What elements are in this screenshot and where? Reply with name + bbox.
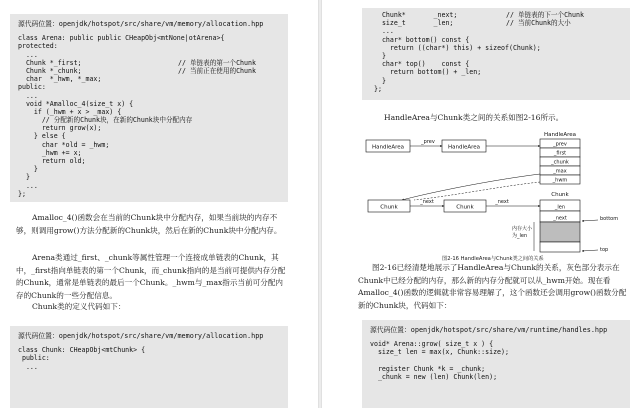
- right-page: [322, 0, 640, 408]
- code-text: Chunk *_first;: [18, 58, 82, 67]
- field-label: _max: [553, 168, 567, 175]
- handlearea-box-1-label: HandleArea: [371, 144, 405, 151]
- top-label: top: [600, 247, 609, 253]
- code-text: Chunk *_chunk;: [18, 66, 82, 75]
- code-text: ...: [18, 91, 38, 100]
- chunk-free-memory: [540, 242, 580, 252]
- code-text: char *_hwm, *_max;: [18, 75, 102, 84]
- code-line: [18, 67, 288, 75]
- code-line: [374, 44, 630, 52]
- code-text: class Arena: public public CHeapObj<mtNone|otArena>{: [18, 34, 225, 43]
- code-comment: // 单链表的下一个Chunk: [506, 11, 584, 19]
- field-label: _len: [554, 204, 566, 211]
- prev-label: _prev: [421, 139, 435, 145]
- code-text: protected:: [18, 42, 58, 51]
- code-lines: [374, 11, 630, 93]
- code-line: [18, 92, 288, 100]
- fields-title: HandleArea: [543, 132, 577, 138]
- field-label: _chunk: [551, 159, 569, 166]
- code-line: [18, 173, 288, 181]
- code-text: return bottom() + _len;: [374, 68, 482, 77]
- handlearea-box-2-label: HandleArea: [447, 144, 481, 151]
- code-text: };: [18, 189, 26, 198]
- paragraph-explanation: 图2-16已经清楚地展示了HandleArea与Chunk的关系，灰色部分表示在Chunk中已经分配的内存，那么新的内存分配就可以从_hwm开始。现在看Amalloc_4()函数的逻辑就非常容易理解了，这个函数还会调用grow()函数分配新的Chunk块，代码如下：: [358, 263, 627, 310]
- field-label: _first: [553, 150, 567, 157]
- code-line: [374, 77, 630, 85]
- code-text: }: [374, 76, 386, 85]
- code-line: [374, 19, 630, 27]
- code-line: [18, 132, 288, 140]
- code-line: [18, 34, 288, 42]
- code-line: [374, 68, 630, 76]
- code-block-chunk: [10, 326, 288, 408]
- handlearea-fields: [540, 139, 580, 184]
- field-label: _next: [553, 215, 567, 222]
- code-block-arena: [10, 14, 288, 202]
- code-line: [18, 346, 288, 354]
- code-line: [18, 100, 288, 108]
- code-text: return old;: [18, 157, 86, 166]
- code-line: [370, 340, 630, 348]
- paragraph-figure-intro: HandleArea与Chunk类之间的关系如图2-16所示。: [384, 113, 564, 122]
- code-line: [18, 354, 288, 362]
- code-line: [18, 149, 288, 157]
- code-lines: [370, 340, 630, 381]
- code-text: return ((char*) this) + sizeof(Chunk);: [374, 43, 541, 52]
- code-location: 源代码位置：openjdk/hotspot/src/share/vm/runtime/handles.hpp: [370, 326, 608, 334]
- code-block-chunk-cont: [362, 8, 630, 100]
- code-line: [374, 60, 630, 68]
- code-text: } else {: [18, 132, 66, 141]
- code-text: Chunk* _next;: [374, 11, 458, 19]
- code-line: [18, 83, 288, 91]
- paragraph-chunk-intro: Chunk类的定义代码如下：: [32, 302, 126, 311]
- left-page: [0, 0, 318, 408]
- code-line: [18, 124, 288, 132]
- code-text: register Chunk *k = _chunk;: [370, 364, 486, 373]
- code-text: }: [374, 51, 386, 60]
- chunk-box-1-label: Chunk: [380, 204, 398, 211]
- code-text: char* top() const {: [374, 60, 470, 69]
- code-text: if (_hwm + x > _max) {: [18, 107, 122, 116]
- code-line: [18, 165, 288, 173]
- code-text: _hwm += x;: [18, 148, 82, 157]
- code-line: [18, 182, 288, 190]
- code-line: [370, 365, 630, 373]
- code-line: [374, 27, 630, 35]
- code-line: [18, 190, 288, 198]
- paragraph-arena: Arena类通过_first、_chunk等属性管理一个连接成单链表的Chunk，其中，_first指向单链表的第一个Chunk，而_chunk指向的是当前可提供内存分配的Chunk，通常是单链表的最后一个Chunk。_hwm与_max指示当前可分配内存的Chunk的一些分配信息。: [16, 253, 286, 300]
- code-lines: [18, 34, 288, 198]
- code-text: char *old = _hwm;: [18, 140, 110, 149]
- code-location: 源代码位置：openjdk/hotspot/src/share/vm/memory/allocation.hpp: [18, 332, 264, 340]
- code-line: [374, 85, 630, 93]
- code-text: ...: [18, 181, 38, 190]
- code-text: ...: [18, 362, 38, 371]
- figure-handlearea-chunk: [362, 130, 630, 254]
- code-line: [18, 157, 288, 165]
- field-label: _hwm: [552, 177, 568, 184]
- code-line: [18, 51, 288, 59]
- code-line: [374, 11, 630, 19]
- code-text: return grow(x);: [18, 124, 102, 133]
- field-label: _prev: [553, 141, 567, 148]
- code-line: [374, 52, 630, 60]
- code-text: size_t _len;: [374, 19, 454, 28]
- code-line: [18, 42, 288, 50]
- code-text: }: [18, 165, 38, 174]
- chunk-title: Chunk: [551, 192, 569, 198]
- code-comment: // 单链表的第一个Chunk: [178, 58, 256, 67]
- code-line: [370, 348, 630, 356]
- bottom-label: bottom: [600, 216, 619, 222]
- chunk-box-2-label: Chunk: [456, 204, 474, 211]
- chunk-fields: [540, 200, 580, 222]
- code-line: [18, 116, 288, 124]
- code-text: class Chunk: CHeapObj<mtChunk> {: [18, 346, 146, 355]
- code-text: public:: [18, 83, 46, 92]
- paragraph-amalloc: Amalloc_4()函数会在当前的Chunk块中分配内存，如果当前块的内存不够，则调用grow()方法分配新的Chunk块，然后在新的Chunk块中分配内存。: [16, 213, 282, 235]
- code-block-grow: [362, 320, 630, 408]
- code-text: char* bottom() const {: [374, 35, 470, 44]
- code-text: void* Arena::grow( size_t x ) {: [370, 340, 494, 349]
- code-text: // 分配新的Chunk块，在新的Chunk块中分配内存: [18, 116, 193, 125]
- figure-caption: 图2-16 HandleArea与Chunk类之间的关系: [442, 256, 544, 262]
- code-text: _chunk = new (len) Chunk(len);: [370, 372, 498, 381]
- code-line: [18, 141, 288, 149]
- code-line: [18, 108, 288, 116]
- code-location: 源代码位置：openjdk/hotspot/src/share/vm/memory/allocation.hpp: [18, 20, 264, 28]
- code-text: ...: [374, 27, 394, 36]
- code-text: void *Amalloc_4(size_t x) {: [18, 99, 134, 108]
- chunk-used-memory: [540, 222, 580, 242]
- code-line: [18, 59, 288, 67]
- code-line: [370, 357, 630, 365]
- next-label-2: _next: [495, 199, 509, 205]
- code-text: size_t len = max(x, Chunk::size);: [370, 348, 509, 357]
- code-comment: // 当前正在使用的Chunk: [178, 66, 256, 75]
- next-label-1: _next: [420, 199, 434, 205]
- code-text: ...: [18, 50, 38, 59]
- code-lines: [18, 346, 288, 371]
- code-text: }: [18, 173, 30, 182]
- code-text: public:: [18, 354, 50, 363]
- code-line: [18, 75, 288, 83]
- code-line: [18, 363, 288, 371]
- size-label: 内存大小为_len: [512, 226, 533, 239]
- code-comment: // 当前Chunk的大小: [506, 19, 571, 28]
- code-line: [374, 36, 630, 44]
- code-text: };: [374, 84, 382, 93]
- code-line: [370, 373, 630, 381]
